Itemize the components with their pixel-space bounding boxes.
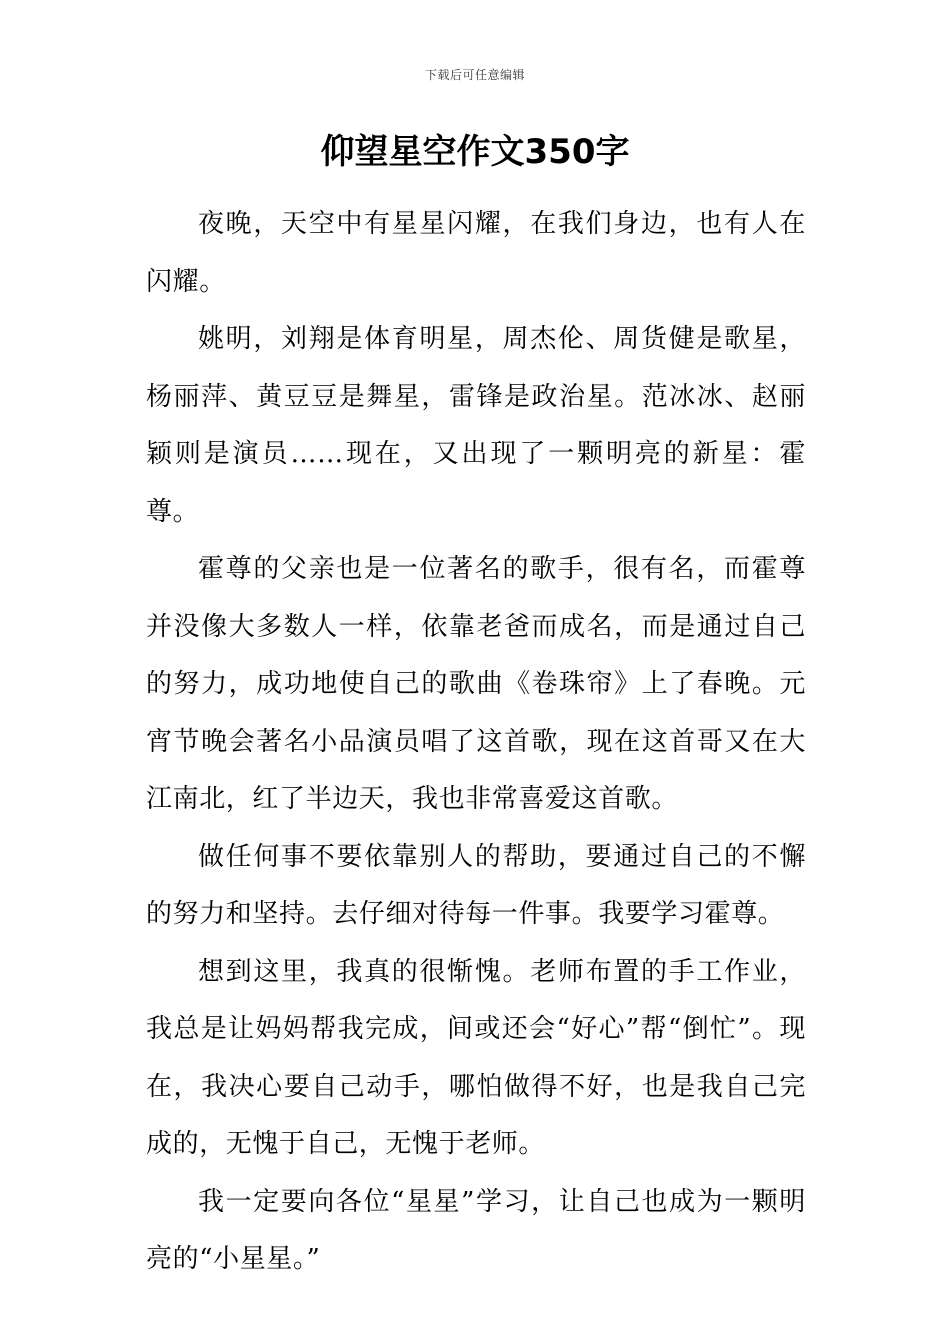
paragraph-2: 姚明，刘翔是体育明星，周杰伦、周货健是歌星，杨丽萍、黄豆豆是舞星，雷锋是政治星。范冰冰、赵丽颖则是演员……现在，又出现了一颗明亮的新星：霍尊。: [146, 324, 806, 527]
paragraph-3: 霍尊的父亲也是一位著名的歌手，很有名，而霍尊并没像大多数人一样，依靠老爸而成名，而是通过自己的努力，成功地使自己的歌曲《卷珠帘》上了春晚。元宵节晚会著名小品演员唱了这首歌，现在这首哥又在大江南北，红了半边天，我也非常喜爱这首歌。: [146, 554, 806, 814]
essay-body: [146, 196, 806, 1289]
page-title: 仰望星空作文350字: [320, 132, 630, 172]
paragraph-5: 想到这里，我真的很惭愧。老师布置的手工作业，我总是让妈妈帮我完成，间或还会“好心”帮“倒忙”。现在，我决心要自己动手，哪怕做得不好，也是我自己完成的，无愧于自己，无愧于老师。: [146, 956, 806, 1159]
paragraph-4: 做任何事不要依靠别人的帮助，要通过自己的不懈的努力和坚持。去仔细对待每一件事。我要学习霍尊。: [146, 841, 806, 929]
paragraph-1: 夜晚，天空中有星星闪耀，在我们身边，也有人在闪耀。: [146, 209, 806, 297]
paragraph-6: 我一定要向各位“星星”学习，让自己也成为一颗明亮的“小星星。”: [146, 1186, 806, 1274]
header-note: 下载后可任意编辑: [424, 68, 525, 82]
